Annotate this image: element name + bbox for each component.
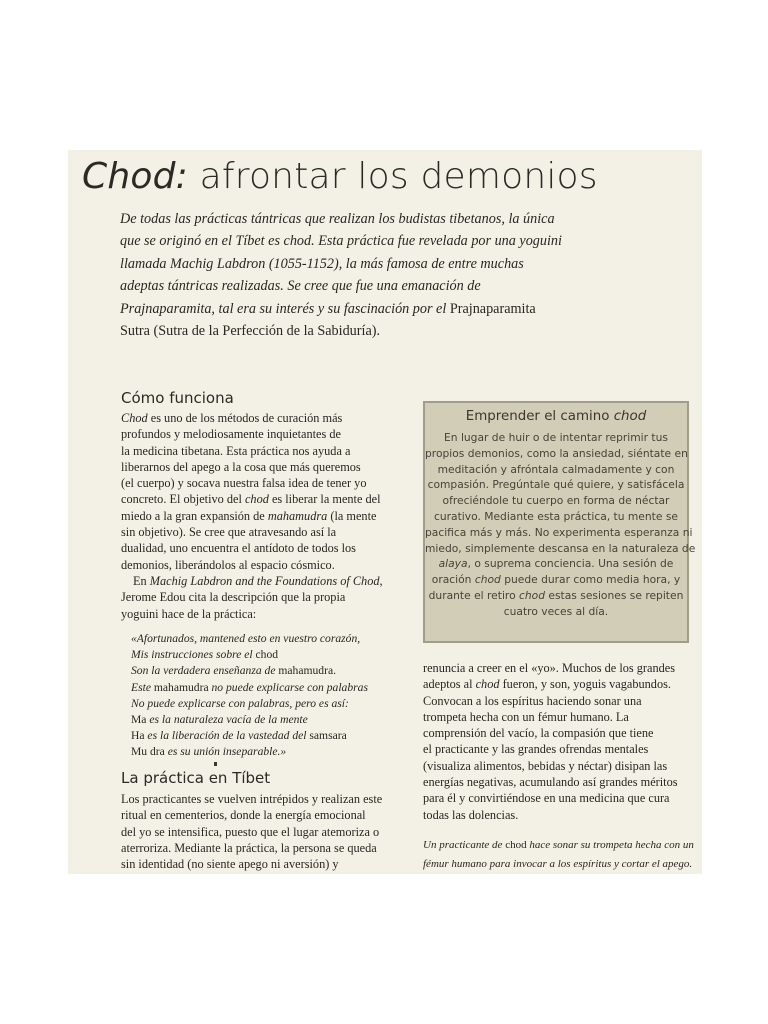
box-line: ofreciéndole tu cuerpo en forma de néctar [442, 494, 670, 508]
box-line: meditación y afróntala calmadamente y con [437, 462, 675, 476]
box-line: En lugar de huir o de intentar reprimir tus [444, 431, 668, 444]
quote-text-upright: mahamudra. [278, 664, 336, 678]
chod-term: Chod [121, 411, 148, 425]
box-line [425, 556, 687, 572]
quote-text: no puede explicarse con palabras [208, 680, 368, 694]
quote-line [131, 712, 368, 728]
box-line: miedo, simplemente descansa en la naturaleza de [425, 541, 696, 555]
body-text: miedo a la gran expansión de [121, 508, 268, 523]
quote-text: es su unión inseparable.» [164, 745, 287, 759]
body-line: (el cuerpo) y socava nuestra falsa idea de tener yo [121, 476, 367, 491]
box-line: propios demonios, como la ansiedad, siéntate en [425, 446, 688, 460]
chod-term: chod [475, 677, 500, 692]
yoguini-quote [131, 631, 368, 761]
box-heading [425, 409, 687, 424]
quote-line [131, 647, 368, 663]
caption-line: fémur humano para invocar a los espíritus y cortar el apego. [423, 858, 693, 870]
body-text: , [379, 573, 383, 588]
body-line: profundos y melodiosamente inquietantes de [121, 427, 341, 442]
intro-text: Prajnaparamita, tal era su interés y su fascinación por el [120, 300, 450, 317]
alaya-term: alaya [438, 557, 468, 571]
book-title: Machig Labdron and the Foundations of Chod [149, 573, 380, 588]
body-line: del yo se intensifica, puesto que el lugar atemoriza o [121, 824, 380, 839]
como-funciona-body [121, 410, 383, 622]
body-line: Los practicantes se vuelven intrépidos y realizan este [121, 792, 383, 806]
body-line: el practicante y las grandes ofrendas mentales [423, 742, 649, 757]
stray-mark [214, 762, 217, 766]
quote-line: «Afortunados, mantened esto en vuestro corazón, [131, 632, 361, 645]
body-line: sin objetivo). Se cree que atravesando así la [121, 525, 337, 540]
body-line: sin identidad (no siente apego ni aversión) y [121, 857, 339, 872]
body-line: Convocan a los espíritus haciendo sonar una [423, 693, 642, 708]
page-title [82, 156, 598, 197]
section-heading-practica-tibet: La práctica en Tíbet [121, 769, 271, 787]
body-line: trompeta hecha con un fémur humano. La [423, 709, 629, 724]
quote-text: Son la verdadera enseñanza de [131, 664, 279, 678]
box-text: oración [431, 573, 475, 587]
body-line: ritual en cementerios, donde la energía emocional [121, 808, 366, 823]
box-line: cuatro veces al día. [503, 604, 609, 618]
title-italic: Chod: [82, 156, 188, 197]
image-caption [423, 836, 694, 874]
body-line: comprensión del vacío, la compasión que tiene [423, 726, 654, 741]
quote-text-upright: samsara [309, 729, 347, 743]
intro-line: Sutra (Sutra de la Perfección de la Sabiduría). [120, 323, 381, 340]
body-line: energías negativas, acumulando así grandes méritos [423, 775, 678, 790]
body-line [121, 573, 383, 589]
quote-line [131, 680, 368, 696]
quote-text-upright: mahamudra [153, 680, 209, 694]
box-text: , o suprema conciencia. Una sesión de [467, 557, 674, 571]
body-line: aterroriza. Mediante la práctica, la persona se queda [121, 840, 377, 855]
quote-text-upright: chod [255, 648, 279, 662]
body-text: fueron, y son, yoguis vagabundos. [499, 677, 671, 692]
quote-text-upright: Ha [131, 729, 145, 743]
title-rest: afrontar los demonios [187, 156, 598, 197]
box-heading-text: Emprender el camino [465, 409, 614, 424]
tibet-body [121, 791, 382, 872]
body-line: (visualiza alimentos, bebidas y néctar) disipan las [423, 758, 668, 773]
body-text: concreto. El objetivo del [121, 492, 245, 507]
box-line: pacifica más y más. No experimenta esperanza ni [425, 525, 693, 539]
quote-text: es la naturaleza vacía de la mente [146, 713, 308, 727]
caption-line [423, 836, 694, 855]
body-line: renuncia a creer en el «yo». Muchos de los grandes [423, 661, 675, 675]
box-heading-italic: chod [613, 409, 647, 424]
intro-line: De todas las prácticas tántricas que realizan los budistas tibetanos, la única [120, 211, 555, 227]
caption-text: Un practicante de [423, 839, 506, 851]
intro-line: llamada Machig Labdron (1055-1152), la más famosa de entre muchas [120, 255, 524, 272]
body-line [423, 676, 678, 692]
body-line: para él y convirtiéndose en una medicina que cura [423, 791, 670, 806]
box-text: puede durar como media hora, y [500, 573, 681, 587]
body-line [121, 491, 383, 507]
body-line: liberarnos del apego a la cosa que más queremos [121, 459, 361, 474]
body-line: yoguini hace de la práctica: [121, 606, 257, 621]
body-text: En [133, 573, 150, 588]
section-heading-como-funciona: Cómo funciona [121, 389, 234, 407]
quote-text-upright: Mu dra [131, 745, 165, 759]
body-line: la medicina tibetana. Esta práctica nos ayuda a [121, 443, 351, 458]
book-page [68, 150, 702, 874]
chod-term: chod [244, 492, 269, 507]
caption-text: hace sonar su trompeta hecha con un [526, 839, 694, 851]
quote-line [131, 728, 368, 744]
box-body [425, 430, 696, 620]
intro-text-upright: Prajnaparamita [449, 300, 536, 317]
intro-line: que se originó en el Tíbet es chod. Esta práctica fue revelada por una yoguini [120, 233, 562, 250]
quote-text-upright: Ma [131, 713, 147, 727]
caption-text-upright: chod [505, 839, 527, 851]
box-line: compasión. Pregúntale qué quiere, y satisfácela [427, 478, 685, 492]
body-text: adeptos al [423, 677, 476, 692]
quote-text: Este [131, 680, 154, 694]
body-line [121, 410, 383, 426]
box-text: durante el retiro [428, 588, 520, 602]
body-line: demonios, liberándolos al espacio cósmico. [121, 557, 335, 572]
body-line [121, 508, 383, 524]
body-text: (la mente [327, 508, 377, 523]
quote-line [131, 663, 368, 679]
sidebar-box-emprender [423, 401, 696, 643]
body-line: Jerome Edou cita la descripción que la propia [121, 590, 346, 605]
box-line [425, 588, 687, 604]
mahamudra-term: mahamudra [267, 508, 328, 523]
chod-term: chod [474, 573, 501, 587]
intro-line: adeptas tántricas realizadas. Se cree que fue una emanación de [120, 278, 481, 295]
box-text: estas sesiones se repiten [545, 588, 684, 602]
body-line: todas las dolencias. [423, 807, 519, 822]
box-line: curativo. Mediante esta práctica, tu mente se [434, 509, 678, 523]
body-text: es uno de los métodos de curación más [150, 411, 343, 425]
chod-term: chod [519, 588, 545, 602]
quote-line [131, 744, 368, 760]
body-line: dualidad, uno encuentra el antídoto de todos los [121, 541, 356, 556]
quote-text: es la liberación de la vastedad del [144, 729, 310, 743]
box-line [425, 572, 687, 588]
quote-text: Mis instrucciones sobre el [131, 648, 256, 662]
body-text: es liberar la mente del [271, 492, 381, 507]
right-column-body [423, 660, 678, 823]
quote-line: No puede explicarse con palabras, pero es así: [131, 696, 349, 710]
intro-line [120, 298, 680, 320]
intro-paragraph [120, 208, 680, 342]
